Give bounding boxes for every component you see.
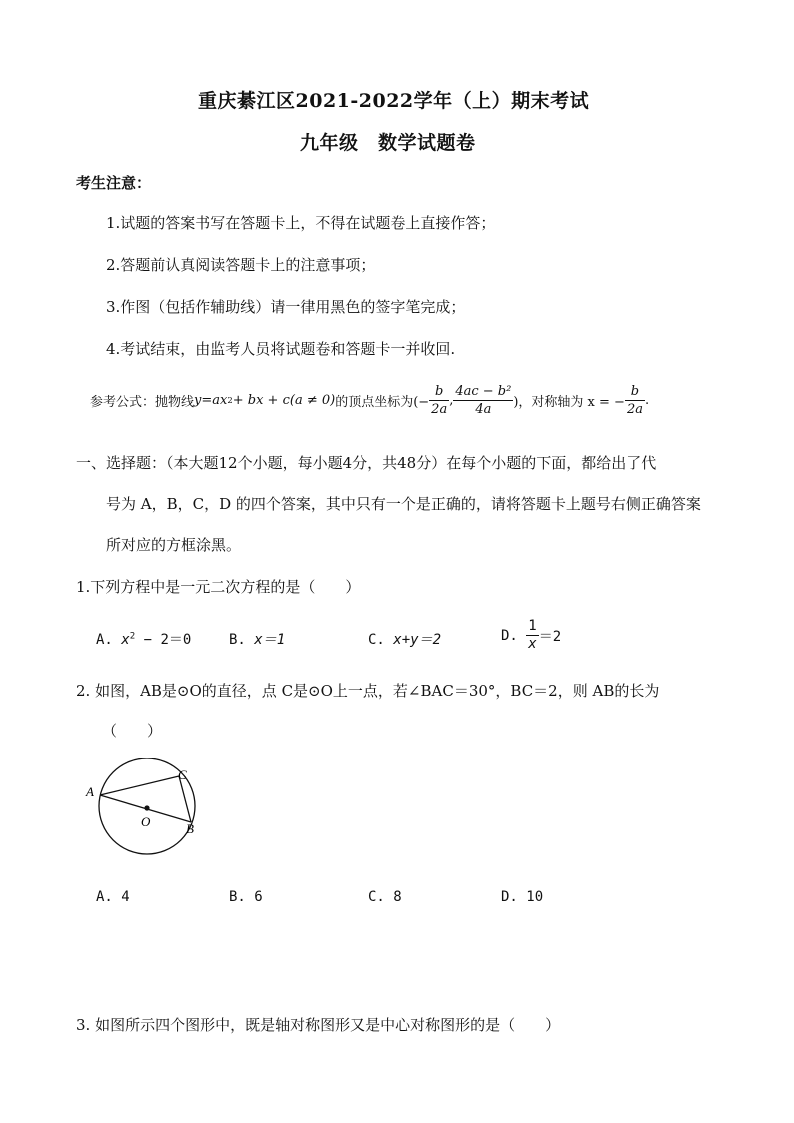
q2-option-c: C. 8 <box>368 889 402 905</box>
vertex-x-fraction: $\frac{b}{2a}$ <box>431 383 448 417</box>
q1-option-c: C. x+y＝2 <box>368 632 442 648</box>
q1-option-d: D. $\frac{1}{x}$ ＝2 <box>501 618 562 652</box>
chord-ac <box>100 776 179 795</box>
formula-lead: 参考公式：抛物线 <box>90 394 195 410</box>
notice-item: 3.作图（包括作辅助线）请一律用黑色的签字笔完成； <box>106 298 466 316</box>
q2-option-d: D. 10 <box>501 889 544 905</box>
section-text: 号为 A，B，C，D 的四个答案，其中只有一个是正确的，请将答题卡上题号右侧正确答案 <box>106 495 701 513</box>
axis-fraction: $\frac{b}{2a}$ <box>626 383 643 417</box>
exam-title: 重庆綦江区2021-2022学年（上）期末考试 <box>198 90 590 112</box>
vertex-y-fraction: $\frac{\text{4ac − b²}}{4a}$ <box>455 383 512 417</box>
notice-item: 1.试题的答案书写在答题卡上，不得在试题卷上直接作答； <box>106 214 496 232</box>
question-3-stem: 3. 如图所示四个图形中，既是轴对称图形又是中心对称图形的是（ ） <box>76 1016 561 1034</box>
notice-item: 4.考试结束，由监考人员将试题卷和答题卡一并收回. <box>106 340 456 358</box>
center-point <box>144 805 149 810</box>
q2-option-b: B. 6 <box>229 889 263 905</box>
notice-heading: 考生注意： <box>76 174 152 192</box>
label-b: B <box>186 821 194 836</box>
question-2-stem: 2. 如图，AB是⊙O的直径，点 C是⊙O上一点，若∠BAC＝30°，BC＝2，则 AB的长为 <box>76 682 660 700</box>
section-text: 所对应的方框涂黑。 <box>106 536 242 554</box>
q2-option-a: A. 4 <box>96 889 130 905</box>
question-1-stem: 1.下列方程中是一元二次方程的是（ ） <box>76 578 361 596</box>
label-a: A <box>86 784 94 799</box>
reference-formula: 参考公式：抛物线 y = ax 2 + bx + c(a ≠ 0) 的顶点坐标为(− $\frac{b}{2a}$ , $\frac{\text{4ac − b²}}{4a}$ )，对称轴为 x = − $\frac{b}{2a}$ . <box>90 383 650 417</box>
label-o: O <box>141 814 151 829</box>
q1-option-b: B. x＝1 <box>229 632 286 648</box>
q1-d-fraction: $\frac{1}{x}$ <box>528 618 537 652</box>
section-heading: 一、选择题：（本大题12个小题，每小题4分，共48分）在每个小题的下面，都给出了代 <box>76 454 657 472</box>
circle-diagram <box>80 758 210 868</box>
exam-subtitle: 九年级 数学试题卷 <box>300 132 476 154</box>
q1-option-a: A. $x^2 - 2=0$ <box>96 631 192 648</box>
answer-paren: （ ） <box>102 722 163 740</box>
label-c: C <box>178 767 187 782</box>
notice-item: 2.答题前认真阅读答题卡上的注意事项； <box>106 256 376 274</box>
